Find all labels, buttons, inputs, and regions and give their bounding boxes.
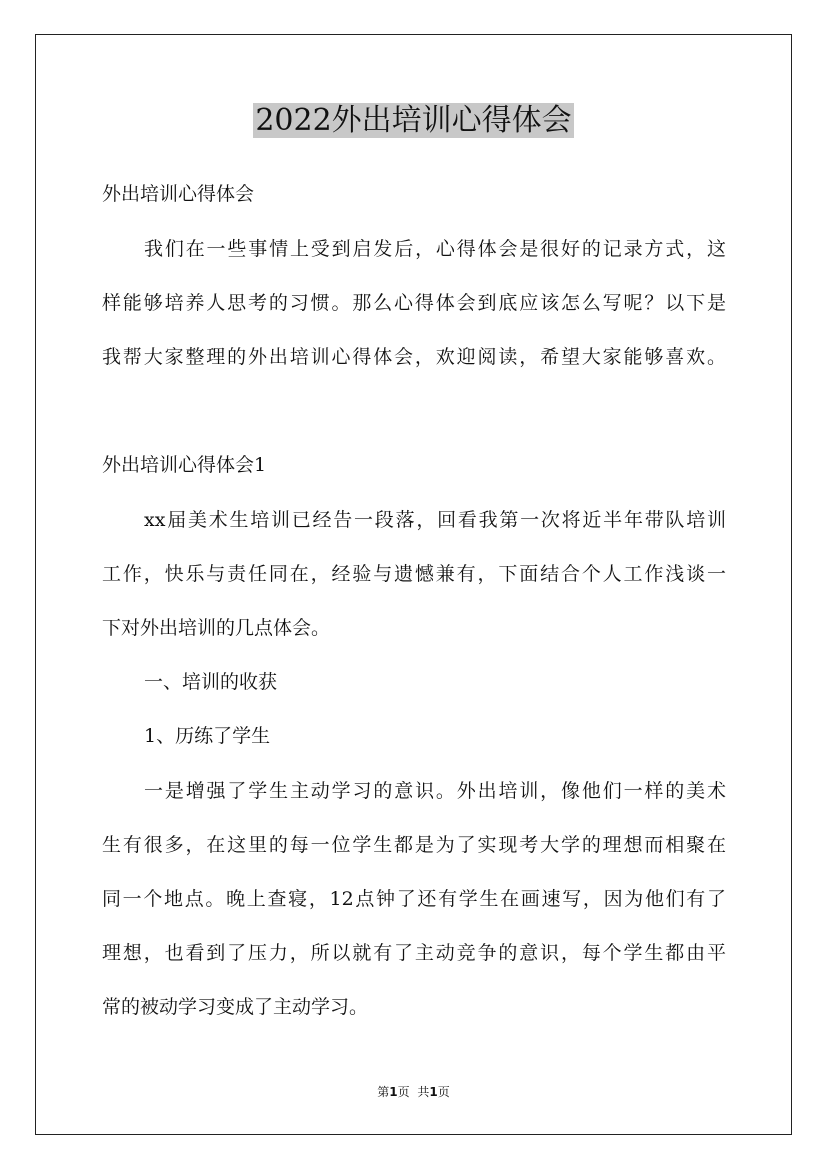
paragraph-line: 工作，快乐与责任同在，经验与遗憾兼有，下面结合个人工作浅谈一 bbox=[102, 563, 726, 585]
footer-page-number: 1 bbox=[389, 1085, 398, 1099]
document-title bbox=[0, 101, 827, 141]
paragraph-line: 生有很多，在这里的每一位学生都是为了实现考大学的理想而相聚在 bbox=[102, 834, 726, 856]
footer-page-suffix: 页 bbox=[397, 1085, 410, 1099]
footer-page-prefix: 第 bbox=[377, 1085, 390, 1099]
section-heading: 外出培训心得体会 bbox=[102, 183, 255, 205]
paragraph-line: 我帮大家整理的外出培训心得体会，欢迎阅读，希望大家能够喜欢。 bbox=[102, 346, 726, 368]
paragraph-line: 常的被动学习变成了主动学习。 bbox=[102, 996, 369, 1018]
subheading: 1、历练了学生 bbox=[144, 725, 271, 747]
paragraph-line: 下对外出培训的几点体会。 bbox=[102, 617, 331, 639]
paragraph-line: 我们在一些事情上受到启发后，心得体会是很好的记录方式，这 bbox=[144, 238, 726, 260]
footer-total-suffix: 页 bbox=[437, 1085, 450, 1099]
footer-total-number: 1 bbox=[429, 1085, 438, 1099]
paragraph-line: 同一个地点。晚上查寝，12点钟了还有学生在画速写，因为他们有了 bbox=[102, 888, 726, 910]
paragraph-line: 一是增强了学生主动学习的意识。外出培训，像他们一样的美术 bbox=[144, 780, 726, 802]
paragraph-line: 理想，也看到了压力，所以就有了主动竞争的意识，每个学生都由平 bbox=[102, 942, 726, 964]
footer-total-prefix: 共 bbox=[417, 1085, 430, 1099]
paragraph-line: xx届美术生培训已经告一段落，回看我第一次将近半年带队培训 bbox=[144, 509, 726, 531]
subheading: 一、培训的收获 bbox=[144, 671, 278, 693]
paragraph-line: 样能够培养人思考的习惯。那么心得体会到底应该怎么写呢？以下是 bbox=[102, 292, 726, 314]
page-footer bbox=[0, 1084, 827, 1100]
document-title-text: 2022外出培训心得体会 bbox=[255, 103, 572, 138]
section-heading: 外出培训心得体会1 bbox=[102, 454, 267, 476]
